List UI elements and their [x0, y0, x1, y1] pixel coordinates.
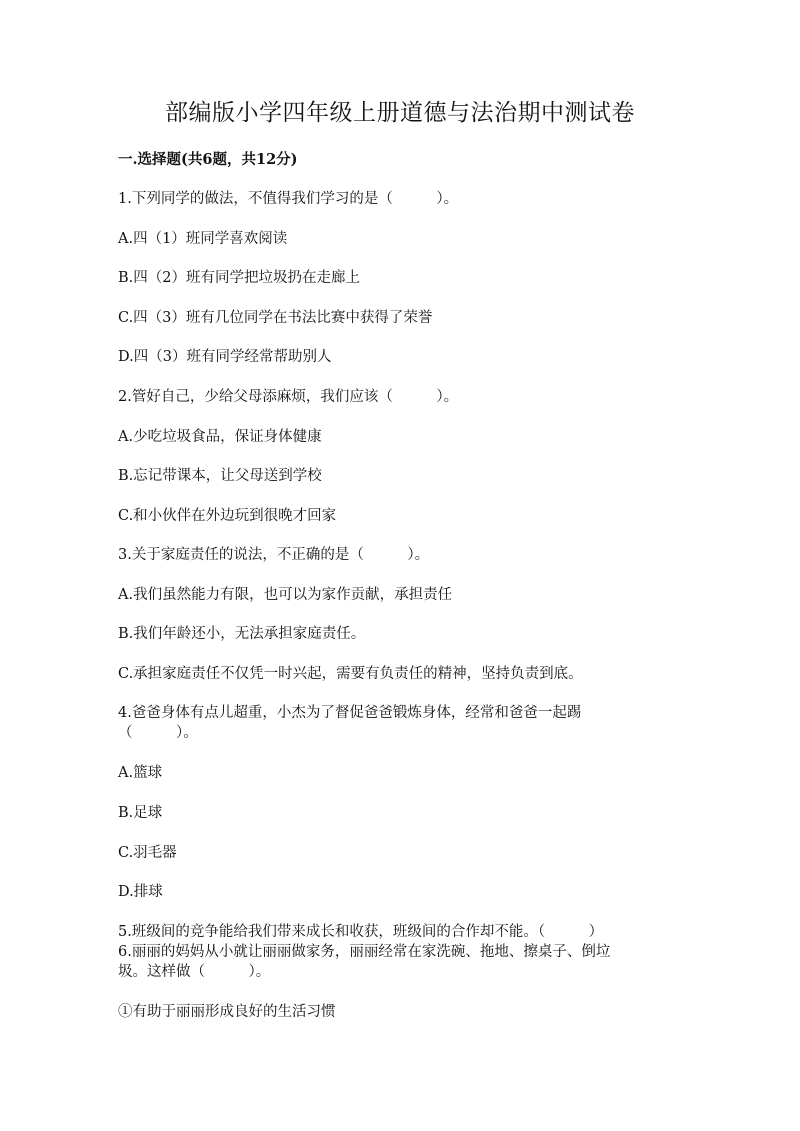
question-4-option-d: D.排球 [118, 884, 163, 900]
question-1-option-d: D.四（3）班有同学经常帮助别人 [118, 349, 332, 365]
question-1-option-a: A.四（1）班同学喜欢阅读 [118, 231, 288, 247]
question-1-stem: 1.下列同学的做法，不值得我们学习的是（ ）。 [118, 191, 459, 207]
question-2-option-b: B.忘记带课本，让父母送到学校 [118, 468, 322, 484]
question-6-stem-line-1: 6.丽丽的妈妈从小就让丽丽做家务，丽丽经常在家洗碗、拖地、擦桌子、倒垃 [118, 944, 611, 960]
question-5-stem: 5.班级间的竞争能给我们带来成长和收获，班级间的合作却不能。（ ） [118, 924, 604, 940]
question-6-stem-line-2: 圾。这样做（ ）。 [118, 964, 271, 980]
question-1-option-c: C.四（3）班有几位同学在书法比赛中获得了荣誉 [118, 310, 433, 326]
question-2-option-a: A.少吃垃圾食品，保证身体健康 [118, 429, 322, 445]
question-4-stem-line-2: （ ）。 [118, 725, 198, 741]
question-2-stem: 2.管好自己，少给父母添麻烦，我们应该（ ）。 [118, 389, 459, 405]
question-3-option-b: B.我们年龄还小，无法承担家庭责任。 [118, 626, 366, 642]
question-6-option-1: ①有助于丽丽形成良好的生活习惯 [118, 1004, 336, 1020]
question-3-stem: 3.关于家庭责任的说法，不正确的是（ ）。 [118, 547, 430, 563]
question-1-option-b: B.四（2）班有同学把垃圾扔在走廊上 [118, 270, 360, 286]
question-3-option-c: C.承担家庭责任不仅凭一时兴起，需要有负责任的精神，坚持负责到底。 [118, 666, 583, 682]
question-2-option-c: C.和小伙伴在外边玩到很晚才回家 [118, 508, 337, 524]
section-heading: 一.选择题(共6题，共12分) [118, 151, 298, 168]
question-4-stem-line-1: 4.爸爸身体有点儿超重，小杰为了督促爸爸锻炼身体，经常和爸爸一起踢 [118, 705, 582, 721]
question-4-option-c: C.羽毛器 [118, 845, 177, 861]
page-title: 部编版小学四年级上册道德与法治期中测试卷 [165, 100, 635, 126]
question-3-option-a: A.我们虽然能力有限，也可以为家作贡献，承担责任 [118, 587, 453, 603]
question-4-option-a: A.篮球 [118, 765, 163, 781]
question-4-option-b: B.足球 [118, 805, 163, 821]
